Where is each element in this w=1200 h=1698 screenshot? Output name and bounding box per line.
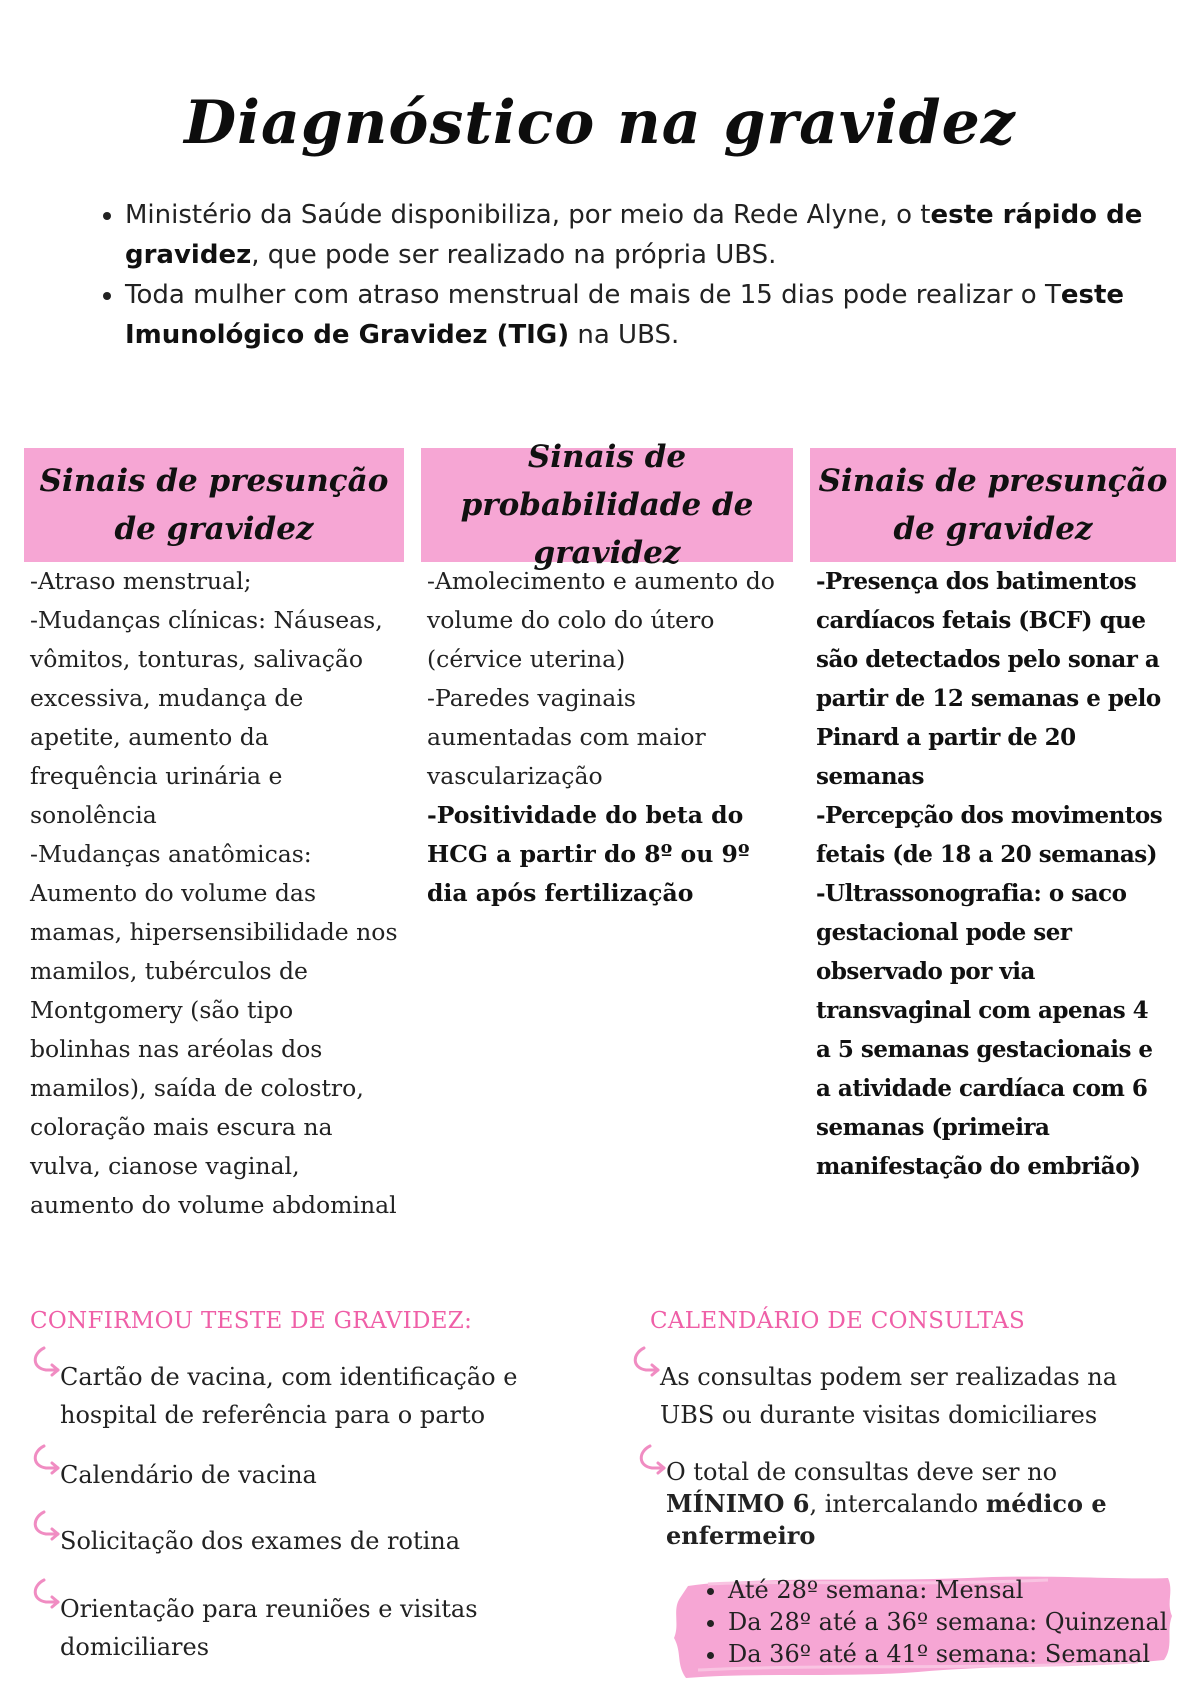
intro-list <box>95 195 1155 355</box>
confirmed-test-title: CONFIRMOU TESTE DE GRAVIDEZ: <box>30 1308 473 1334</box>
probability-sign-bold-line: -Positividade do beta do HCG a partir do 8º ou 9º dia após fertilização <box>427 801 750 907</box>
presumption-sign-line: -Mudanças anatômicas: Aumento do volume das mamas, hipersensibilidade nos mamilos, tubérculos de Montgomery (são tipo bolinhas nas aréolas dos mamilos), saída de colostro, coloração mais escura na vulva, cianose vaginal, aumento do volume abdominal <box>30 840 398 1219</box>
certainty-signs-header: Sinais de presunção de gravidez <box>810 448 1176 562</box>
intro-bullet-2 <box>125 275 1155 355</box>
certainty-signs-body <box>810 562 1176 1186</box>
calendar-item-text-mid: , intercalando <box>809 1490 986 1518</box>
confirmed-item <box>30 1590 550 1666</box>
probability-signs-body <box>421 562 793 913</box>
calendar-item <box>636 1456 1146 1552</box>
probability-signs-column <box>421 439 793 913</box>
intro-bullet-1 <box>125 195 1155 275</box>
confirmed-item <box>30 1358 570 1434</box>
intro-bullet-2-bold: este Imunológico de Gravidez (TIG) <box>125 280 1124 350</box>
schedule-box <box>668 1572 1178 1684</box>
confirmed-item-text: Calendário de vacina <box>60 1461 317 1489</box>
presumption-sign-line: -Mudanças clínicas: Náuseas, vômitos, tonturas, salivação excessiva, mudança de apetite, aumento da frequência urinária e sonolência <box>30 606 383 829</box>
professionals-text: médico e enfermeiro <box>666 1489 1107 1550</box>
curved-arrow-icon <box>30 1442 60 1478</box>
certainty-sign-line: -Ultrassonografia: o saco gestacional pode ser observado por via transvaginal com apenas 4 a 5 semanas gestacionais e a atividade cardíaca com 6 semanas (primeira manifestação do embrião) <box>816 880 1153 1180</box>
confirmed-item-text: Cartão de vacina, com identificação e hospital de referência para o parto <box>60 1363 518 1429</box>
certainty-sign-line: -Presença dos batimentos cardíacos fetais (BCF) que são detectados pelo sonar a partir de 12 semanas e pelo Pinard a partir de 20 semanas <box>816 568 1161 790</box>
probability-sign-line: -Amolecimento e aumento do volume do colo do útero (cérvice uterina) <box>427 567 775 673</box>
calendar-item <box>630 1358 1160 1434</box>
minimum-consultations: MÍNIMO 6 <box>666 1489 810 1518</box>
schedule-item: • Da 36º até a 41º semana: Semanal <box>728 1638 1167 1670</box>
presumption-signs-column <box>24 448 404 1225</box>
page-title: Diagnóstico na gravidez <box>184 88 1016 158</box>
certainty-signs-column <box>810 448 1176 1186</box>
intro-bullet-2-text: Toda mulher com atraso menstrual de mais de 15 dias pode realizar o T <box>125 280 1061 310</box>
presumption-sign-line: -Atraso menstrual; <box>30 567 252 595</box>
schedule-list <box>668 1574 1167 1670</box>
schedule-item: • Até 28º semana: Mensal <box>728 1574 1167 1606</box>
confirmed-item-text: Orientação para reuniões e visitas domiciliares <box>60 1595 478 1661</box>
consultation-calendar-title: CALENDÁRIO DE CONSULTAS <box>650 1308 1026 1334</box>
presumption-signs-body <box>24 562 404 1225</box>
calendar-item-text-start: O total de consultas deve ser no <box>666 1458 1058 1486</box>
curved-arrow-icon <box>30 1344 60 1380</box>
calendar-item-text: As consultas podem ser realizadas na UBS ou durante visitas domiciliares <box>660 1363 1118 1429</box>
certainty-sign-line: -Percepção dos movimentos fetais (de 18 a 20 semanas) <box>816 802 1163 868</box>
curved-arrow-icon <box>30 1508 60 1544</box>
intro-bullet-2-end: na UBS. <box>569 320 680 350</box>
curved-arrow-icon <box>30 1576 60 1612</box>
intro-bullet-1-text: Ministério da Saúde disponibiliza, por meio da Rede Alyne, o t <box>125 200 931 230</box>
intro-bullet-1-end: , que pode ser realizado na própria UBS. <box>251 240 777 270</box>
confirmed-item <box>30 1456 570 1494</box>
confirmed-item-text: Solicitação dos exames de rotina <box>60 1527 461 1555</box>
probability-sign-line: -Paredes vaginais aumentadas com maior vascularização <box>427 684 706 790</box>
presumption-signs-header: Sinais de presunção de gravidez <box>24 448 404 562</box>
confirmed-item <box>30 1522 570 1560</box>
calendar-item-text <box>636 1456 1146 1552</box>
curved-arrow-icon <box>630 1344 660 1380</box>
schedule-item: • Da 28º até a 36º semana: Quinzenal <box>728 1606 1167 1638</box>
intro-bullet-1-bold: este rápido de gravidez <box>125 200 1143 270</box>
curved-arrow-icon <box>636 1442 666 1478</box>
probability-signs-header: Sinais de probabilidade de gravidez <box>421 448 793 562</box>
